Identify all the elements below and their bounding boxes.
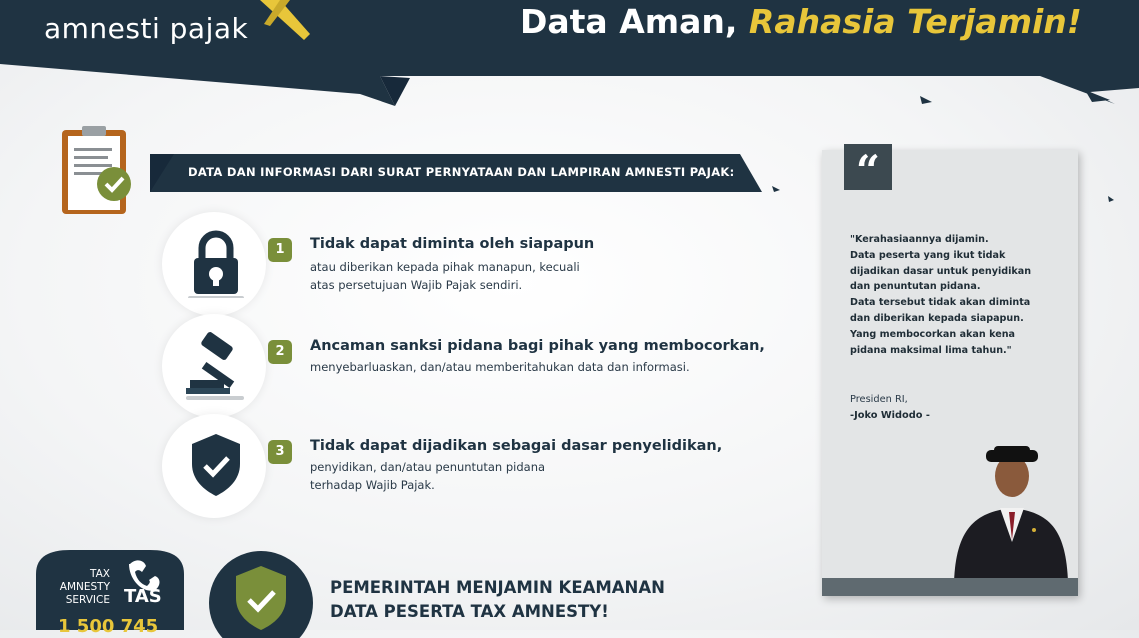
item-number: 1 [268, 238, 292, 262]
quote-line: Yang membocorkan akan kena [850, 328, 1015, 340]
item-title: Tidak dapat diminta oleh siapapun [310, 236, 595, 252]
section-title-bar [150, 150, 762, 196]
item-text: terhadap Wajib Pajak. [310, 478, 435, 492]
gavel-icon [184, 330, 248, 400]
decor-arrow-icon [766, 180, 786, 200]
clipboard-check-icon [48, 122, 148, 222]
list-item [162, 414, 762, 514]
tas-line: SERVICE [65, 594, 110, 606]
quote-text [850, 232, 1070, 358]
closing-line: PEMERINTAH MENJAMIN KEAMANAN [330, 578, 665, 597]
section-title: DATA DAN INFORMASI DARI SURAT PERNYATAAN DAN LAMPIRAN AMNESTI PAJAK: [188, 165, 735, 179]
logo-text: amnesti pajak [44, 12, 249, 45]
tas-badge [30, 544, 190, 637]
shield-check-icon [184, 430, 248, 500]
item-text: atau diberikan kepada pihak manapun, kecuali [310, 260, 580, 274]
signature-name: -Joko Widodo - [850, 410, 930, 421]
decor-arrow-icon [1100, 190, 1120, 210]
item-number: 3 [268, 440, 292, 464]
headline-part1: Data Aman, [520, 2, 738, 41]
quote-line: dan diberikan kepada siapapun. [850, 312, 1024, 324]
quote-card [822, 146, 1078, 596]
tas-acronym: TAS [124, 586, 162, 607]
quote-line: dan penuntutan pidana. [850, 281, 981, 293]
tas-line: AMNESTY [59, 581, 110, 593]
padlock-icon [184, 228, 248, 298]
quote-line: pidana maksimal lima tahun." [850, 344, 1012, 356]
item-text: atas persetujuan Wajib Pajak sendiri. [310, 278, 523, 292]
quote-mark-icon: “ [844, 144, 892, 190]
tas-phone-number: 1 500 745 [58, 616, 159, 637]
signature-role: Presiden RI, [850, 394, 908, 405]
quote-line: "Kerahasiaannya dijamin. [850, 234, 989, 245]
tas-line: TAX [90, 568, 110, 580]
card-footer-bar [822, 578, 1078, 596]
list-item [162, 314, 765, 414]
president-portrait-image [946, 446, 1070, 582]
headline-part2: Rahasia Terjamin! [748, 2, 1082, 41]
quote-line: dijadikan dasar untuk penyidikan [850, 265, 1032, 277]
item-title: Tidak dapat dijadikan sebagai dasar penyelidikan, [310, 438, 723, 454]
shield-check-icon [206, 548, 316, 638]
closing-line: DATA PESERTA TAX AMNESTY! [330, 602, 609, 621]
headline [520, 2, 1082, 41]
item-text: penyidikan, dan/atau penuntutan pidana [310, 460, 546, 474]
list-item [162, 212, 762, 312]
item-text: menyebarluaskan, dan/atau memberitahukan data dan informasi. [310, 360, 690, 374]
quote-line: Data peserta yang ikut tidak [850, 249, 1006, 261]
item-title: Ancaman sanksi pidana bagi pihak yang membocorkan, [310, 338, 765, 354]
quote-line: Data tersebut tidak akan diminta [850, 297, 1031, 309]
item-number: 2 [268, 340, 292, 364]
logo-mark-icon [250, 0, 320, 42]
